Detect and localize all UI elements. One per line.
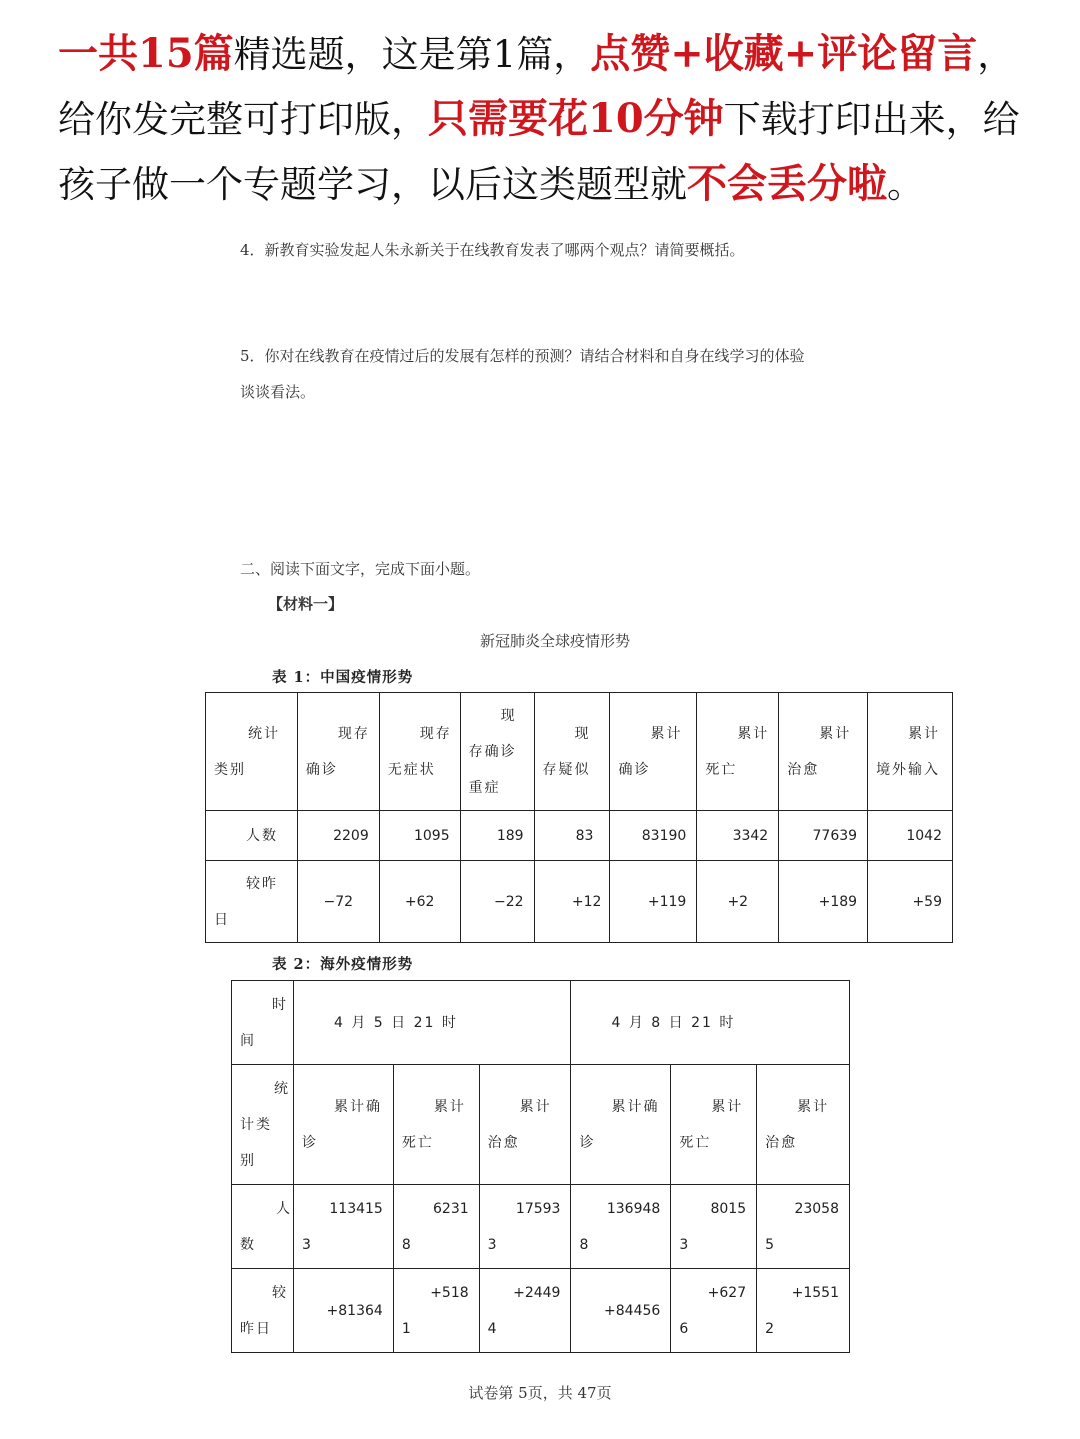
header-cell: 累计 治愈 — [757, 1065, 850, 1185]
table-cell: 1095 — [379, 811, 460, 861]
header-cell: 累计 死亡 — [393, 1065, 479, 1185]
date-header: 4 月 8 日 21 时 — [571, 981, 850, 1065]
table-cell: +518 1 — [393, 1269, 479, 1353]
header-cell: 累计确 诊 — [293, 1065, 393, 1185]
table-cell: 113415 3 — [293, 1185, 393, 1269]
table-cell: +59 — [868, 861, 953, 943]
date-header: 4 月 5 日 21 时 — [293, 981, 570, 1065]
page-footer: 试卷第 5页，共 47页 — [468, 1384, 612, 1402]
table-header-row — [206, 693, 953, 811]
table-cell: 83 — [534, 811, 610, 861]
banner-text: 精选题，这是第1篇， — [233, 33, 591, 76]
table-cell: 2209 — [297, 811, 379, 861]
banner-highlight-action: 点赞+收藏+评论留言 — [590, 30, 978, 77]
header-cell: 累计确 诊 — [571, 1065, 671, 1185]
banner-highlight-count: 一共15篇 — [58, 30, 234, 77]
table-cell: −22 — [460, 861, 534, 943]
row-label: 较昨 日 — [206, 861, 298, 943]
header-cell: 累计 确诊 — [610, 693, 697, 811]
table-cell: 17593 3 — [479, 1185, 571, 1269]
table-cell: +2449 4 — [479, 1269, 571, 1353]
table-cell: 1042 — [868, 811, 953, 861]
table-row — [232, 1185, 850, 1269]
table-header-row — [232, 1065, 850, 1185]
table-cell: 23058 5 — [757, 1185, 850, 1269]
header-cell: 现存 无症状 — [379, 693, 460, 811]
header-cell: 统计 类别 — [206, 693, 298, 811]
header-cell: 累计 治愈 — [479, 1065, 571, 1185]
header-cell: 累计 境外输入 — [868, 693, 953, 811]
table-header-row — [232, 981, 850, 1065]
question-5-line1: 5．你对在线教育在疫情过后的发展有怎样的预测？请结合材料和自身在线学习的体验 — [240, 347, 805, 365]
header-cell: 现 存疑似 — [534, 693, 610, 811]
material-label: 【材料一】 — [268, 595, 344, 613]
table2-caption: 表 2：海外疫情形势 — [272, 956, 414, 973]
table-cell: +81364 — [293, 1269, 393, 1353]
table-cell: +12 — [534, 861, 610, 943]
section-heading: 二、阅读下面文字，完成下面小题。 — [240, 560, 481, 578]
table-cell: +62 — [379, 861, 460, 943]
banner-highlight-time: 只需要花10分钟 — [428, 95, 724, 142]
table-cell: +119 — [610, 861, 697, 943]
table-cell: +189 — [779, 861, 868, 943]
table1-caption: 表 1：中国疫情形势 — [272, 669, 414, 686]
table-cell: 189 — [460, 811, 534, 861]
table-cell: +84456 — [571, 1269, 671, 1353]
row-label: 人数 — [206, 811, 298, 861]
table-row — [206, 811, 953, 861]
question-4: 4．新教育实验发起人朱永新关于在线教育发表了哪两个观点？请简要概括。 — [240, 241, 745, 259]
china-epidemic-table — [205, 692, 953, 943]
banner-text: 下载打印出来，给孩子做一个专题学习，以后这类题型就 — [58, 98, 1020, 206]
header-cell: 现 存确诊 重症 — [460, 693, 534, 811]
banner-text: ，给你发完整可打印版， — [58, 33, 1015, 141]
question-5-line2: 谈谈看法。 — [240, 383, 316, 401]
header-cell: 累计 死亡 — [697, 693, 779, 811]
chart-title: 新冠肺炎全球疫情形势 — [479, 632, 630, 650]
table-row — [232, 1269, 850, 1353]
table-cell: 3342 — [697, 811, 779, 861]
table-cell: +1551 2 — [757, 1269, 850, 1353]
promo-banner — [58, 22, 1038, 217]
banner-text: 。 — [887, 163, 924, 206]
table-cell: +2 — [697, 861, 779, 943]
table-cell: 83190 — [610, 811, 697, 861]
header-cell: 现存 确诊 — [297, 693, 379, 811]
row-label: 人 数 — [232, 1185, 294, 1269]
banner-highlight-result: 不会丢分啦 — [687, 160, 887, 207]
header-cell: 累计 死亡 — [671, 1065, 757, 1185]
overseas-epidemic-table — [231, 980, 850, 1353]
table-cell: +627 6 — [671, 1269, 757, 1353]
table-cell: 6231 8 — [393, 1185, 479, 1269]
table-row — [206, 861, 953, 943]
header-cell: 统 计类 别 — [232, 1065, 294, 1185]
header-cell: 时 间 — [232, 981, 294, 1065]
header-cell: 累计 治愈 — [779, 693, 868, 811]
row-label: 较 昨日 — [232, 1269, 294, 1353]
table-cell: 77639 — [779, 811, 868, 861]
table-cell: −72 — [297, 861, 379, 943]
table-cell: 136948 8 — [571, 1185, 671, 1269]
table-cell: 8015 3 — [671, 1185, 757, 1269]
